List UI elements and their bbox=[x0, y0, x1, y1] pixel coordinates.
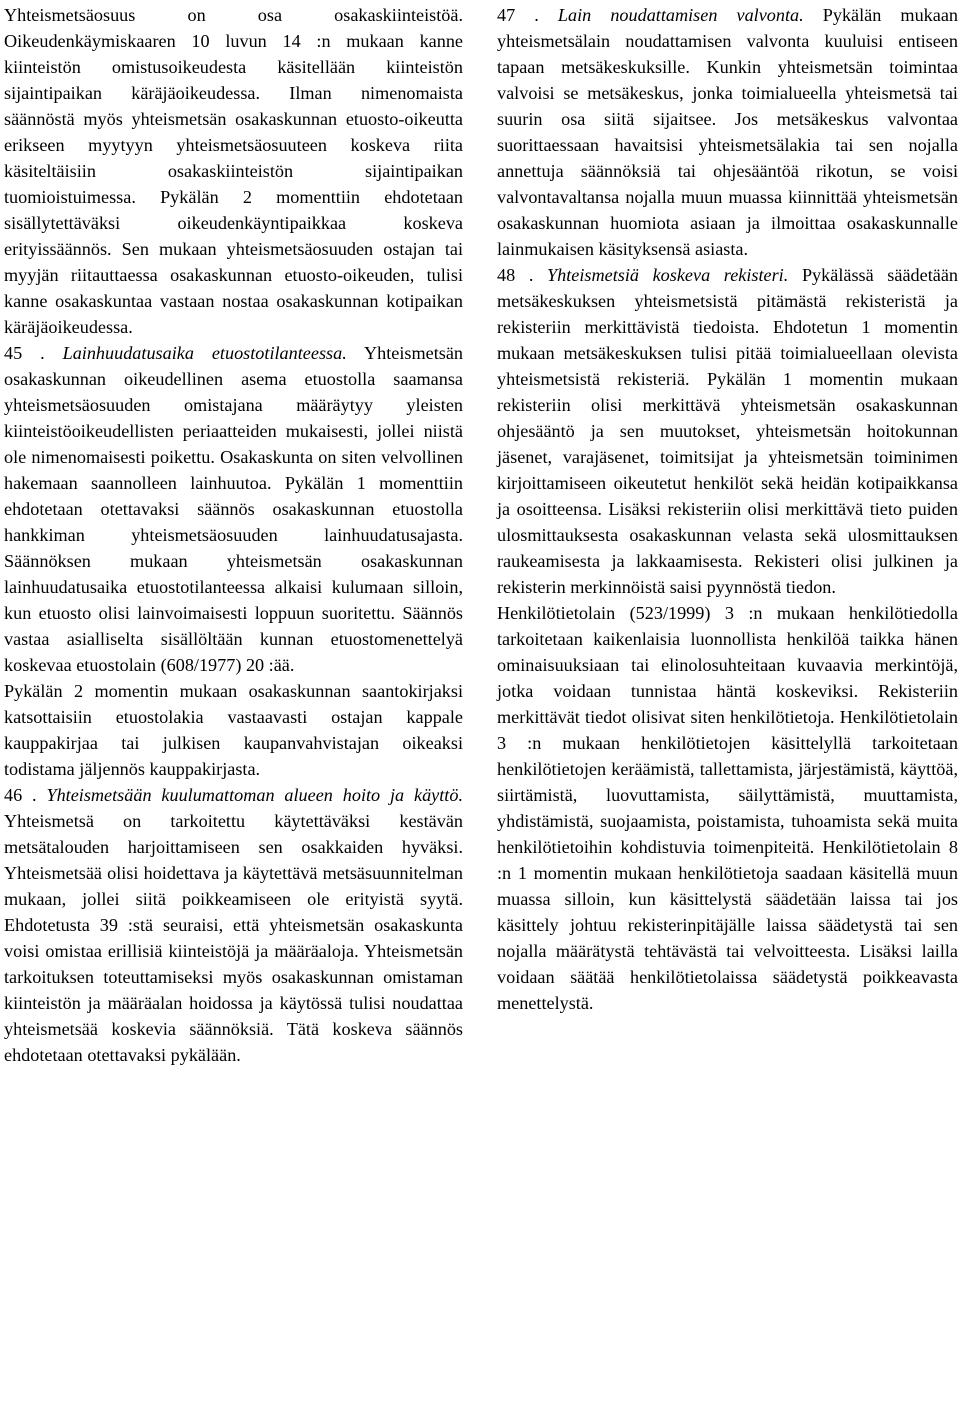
section-title: Lain noudattamisen valvonta. bbox=[557, 5, 804, 25]
section-number: 45 . bbox=[4, 343, 45, 363]
paragraph-text: Yhteismetsä on tarkoitettu käytettäväksi kestävän metsätalouden harjoittamiseen sen osakkaiden hyväksi. Yhteismetsää olisi hoidettava ja käytettävä metsäsuunnitelman mukaan, jollei siitä poikkeamiseen ole erityistä syytä. Ehdotetusta 39 :stä seuraisi, että yhteismetsän osakaskunta voisi omistaa erillisiä kiinteistöjä ja määräaloja. Yhteismetsän tarkoituksen toteuttamiseksi myös osakaskunnan omistaman kiinteistön ja määräalan hoidossa ja käytössä tulisi noudattaa yhteismetsää koskevia säännöksiä. Tätä koskeva säännös ehdotetaan otettavaksi pykälään. bbox=[4, 811, 463, 1065]
paragraph-text: Yhteismetsän osakaskunnan oikeudellinen asema etuostolla saamansa yhteismetsäosuuden omistajana määräytyy yleisten kiinteistöoikeudellisten periaatteiden mukaisesti, jollei niistä ole nimenomaisesti poikettu. Osakaskunta on siten velvollinen hakemaan saannolleen lainhuutoa. Pykälän 1 momenttiin ehdotetaan otettavaksi säännös osakaskunnan etuostolla hankkiman yhteismetsäosuuden lainhuudatusajasta. Säännöksen mukaan yhteismetsän osakaskunnan lainhuudatusaika etuostotilanteessa alkaisi kulumaan silloin, kun etuosto olisi lainvoimaisesti loppuun suoritettu. Säännös vastaa asialliselta sisällöltään kunnan etuostomenettelyä koskevaa etuostolain (608/1977) 20 :ää. bbox=[4, 343, 464, 675]
paragraph: Yhteismetsäosuus on osa osakaskiinteistöä. Oikeudenkäymiskaaren 10 luvun 14 :n mukaan kanne kiinteistön omistusoikeudesta käsitellään kiinteistön sijaintipaikan käräjäoikeudessa. Ilman nimenomaista säännöstä myös yhteismetsän osakaskunnan etuosto-oikeutta erikseen myytyyn yhteismetsäosuuteen koskeva riita käsiteltäisiin osakaskiinteistön sijaintipaikan tuomioistuimessa. Pykälän 2 momenttiin ehdotetaan sisällytettäväksi oikeudenkäyntipaikkaa koskeva erityissäännös. Sen mukaan yhteismetsäosuuden ostajan tai myyjän riitauttaessa osakaskunnan etuosto-oikeuden, tulisi kanne osakaskuntaa vastaan nostaa osakaskunnan kotipaikan käräjäoikeudessa. bbox=[4, 5, 463, 337]
section-title: Yhteismetsään kuulumattoman alueen hoito ja käyttö. bbox=[46, 785, 463, 805]
paragraph-text: Pykälän mukaan yhteismetsälain noudattamisen valvonta kuuluisi entiseen tapaan metsäkeskuksille. Kunkin yhteismetsän toimintaa valvoisi se metsäkeskus, jonka toimialueella yhteismetsä tai suurin osa siitä sijaitsee. Jos metsäkeskus valvontaa suorittaessaan havaitsisi yhteismetsälakia tai sen nojalla annettuja säännöksiä tai ohjesääntöä rikotun, se voisi valvontavaltansa nojalla muun muassa kiinnittää yhteismetsän osakaskunnan huomiota asiaan ja ilmoittaa osakaskunnalle lainmukaisen käsityksensä asiasta. bbox=[497, 5, 958, 259]
paragraph-text: Pykälässä säädetään metsäkeskuksen yhteismetsistä pitämästä rekisteristä ja rekisteriin merkittävistä tiedoista. Ehdotetun 1 momentin mukaan metsäkeskuksen tulisi pitää toimialueellaan olevista yhteismetsistä rekisteriä. Pykälän 1 momentin mukaan rekisteriin olisi merkittävä yhteismetsän osakaskunnan ohjesääntö ja sen muutokset, yhteismetsän hoitokunnan jäsenet, varajäsenet, toimitsijat ja yhteismetsän toiminimen kirjoittamiseen oikeutetut henkilöt sekä heidän kotipaikkansa ja osoitteensa. Lisäksi rekisteriin olisi merkittävä tieto puiden ulosmittauksesta osakaskunnan velasta sekä ulosmittauksen raukeamisesta ja lakkaamisesta. Rekisteri olisi julkinen ja rekisterin merkinnöistä saisi pyynnöstä tiedon. bbox=[497, 265, 958, 597]
section-number: 47 . bbox=[497, 5, 539, 25]
section-45-paragraph bbox=[4, 340, 463, 678]
paragraph: Pykälän 2 momentin mukaan osakaskunnan saantokirjaksi katsottaisiin etuostolakia vastaavasti ostajan kappale kauppakirjaa tai julkisen kaupanvahvistajan oikeaksi todistama jäljennös kauppakirjasta. bbox=[4, 681, 463, 779]
section-number: 46 . bbox=[4, 785, 37, 805]
section-46-paragraph bbox=[4, 782, 463, 1068]
section-number: 48 . bbox=[497, 265, 534, 285]
right-column bbox=[497, 2, 958, 1016]
section-48-paragraph bbox=[497, 262, 958, 600]
section-title: Lainhuudatusaika etuostotilanteessa. bbox=[62, 343, 347, 363]
section-47-paragraph bbox=[497, 2, 958, 262]
left-column bbox=[4, 2, 463, 1068]
paragraph: Henkilötietolain (523/1999) 3 :n mukaan henkilötiedolla tarkoitetaan kaikenlaisia luonnollista henkilöä taikka hänen ominaisuuksiaan tai elinolosuhteitaan kuvaavia merkintöjä, jotka voidaan tunnistaa häntä koskeviksi. Rekisteriin merkittävät tiedot olisivat siten henkilötietoja. Henkilötietolain 3 :n mukaan henkilötietojen käsittelyllä tarkoitetaan henkilötietojen keräämistä, tallettamista, järjestämistä, käyttöä, siirtämistä, luovuttamista, säilyttämistä, muuttamista, yhdistämistä, suojaamista, poistamista, tuhoamista sekä muita henkilötietoihin kohdistuvia toimenpiteitä. Henkilötietolain 8 :n 1 momentin mukaan henkilötietoja saadaan käsitellä muun muassa silloin, kun käsittelystä säädetään laissa tai jos käsittely johtuu rekisterinpitäjälle laissa säädetystä tai sen nojalla määrätystä tehtävästä tai velvoitteesta. Lisäksi lailla voidaan säätää henkilötietolaissa säädetystä poikkeavasta menettelystä. bbox=[497, 603, 958, 1013]
section-title: Yhteismetsiä koskeva rekisteri. bbox=[547, 265, 789, 285]
